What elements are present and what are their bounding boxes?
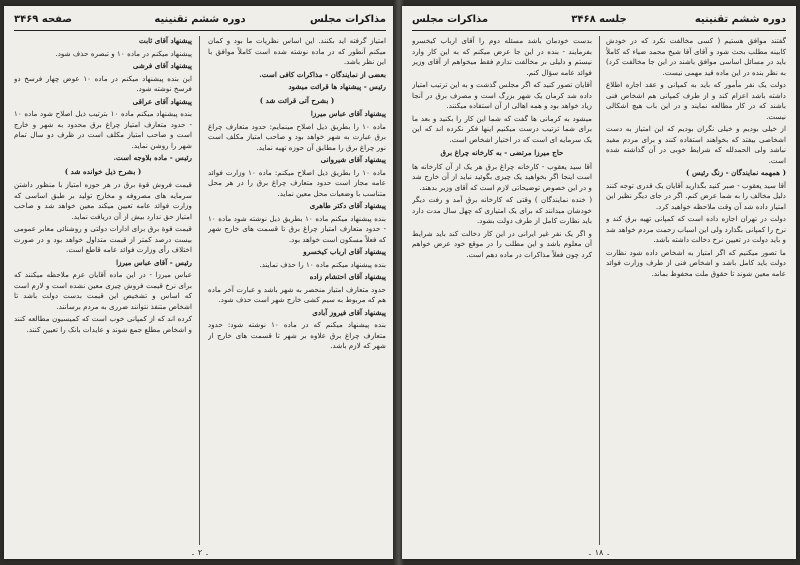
right-header-meeting-number: جلسه ۳۴۶۸ bbox=[571, 14, 627, 25]
paragraph: ماده ۱۰ را بطریق ذیل اصلاح میکنم: ماده ۱۰ وزارت فوائد عامه مجاز است حدود متعارف چراغ برق را در هر محل متناسب با وضعیات محل معین نماید. bbox=[208, 167, 386, 198]
speaker-line: پیشنهاد آقای دکتر طاهری bbox=[309, 201, 386, 210]
paragraph: از خیلی بودیم و خیلی نگران بودیم که این امتیاز به دست اشخاصی بیفتد که بخواهند استفاده کنند و برای مردم مفید نباشد ولی الحمدلله که شرایط خوبی در آن گذاشته شده است. bbox=[606, 124, 786, 165]
paragraph: بنده پیشنهاد میکنم ماده ۱۰ را حذف نمایند. bbox=[259, 259, 386, 269]
speaker-line: رئیس - آقای عباس میرزا bbox=[116, 257, 192, 267]
paragraph: بنده پیشنهاد میکنم ماده ۱۰ بترتیب ذیل اصلاح شود ماده ۱۰ - حدود متعارف امتیاز چراغ برق محدود به شهر و خارج است و صاحب امتیاز مکلف است در ظرف دو سال تمام شهر را روشن نماید. bbox=[14, 109, 192, 150]
paragraph: آقایان تصور کنید که اگر مجلس گذشت و به این ترتیب امتیاز داده شد کرمان یک شهر بزرگ است و مصرف برق در آنجا زیاد خواهد بود و همه اهالی از آن استفاده میکنند. bbox=[412, 80, 592, 110]
paragraph: گفتند موافق هستیم ( کسی مخالفت نکرد که در خودش کابینه مطلب بحث شود و آقای آقا شیخ محمد ضیاء که کاملاً باید در مسائل اساسی موافق باشند در این جا مخالفت کرد) به نظر بنده در این ماده قید مهمی نیست. bbox=[606, 36, 786, 77]
left-page-header bbox=[14, 12, 386, 31]
paragraph: دولت یک نفر مأمور که باید به کمپانی و عقد اجاره اطلاع داشته باشد اعزام کند و از طرف کمپانی هم اشخاص فنی باشند که در کار مطالعه نمایند و در این باب هیچ اشکالی نیست. bbox=[606, 80, 786, 121]
paragraph: عباس میرزا - در این ماده آقایان عزم ملاحظه میکنند که برای نرخ قیمت فروش چیزی معین نشده است و لازم است که اساس و تشخیص این قیمت بدست دولت باشد تا اشخاص متنفذ نتوانند ضرری به مردم برسانند. bbox=[14, 270, 192, 311]
speaker-line: پیشنهاد آقای عراقی bbox=[132, 96, 192, 106]
speaker-line: رئیس - ماده بلاوجه است. bbox=[113, 153, 192, 162]
paragraph: حدود متعارف امتیاز منحصر به شهر باشد و عبارت آخر ماده هم که مربوط به سیم کشی خارج شهر است حذف شود. bbox=[208, 284, 386, 304]
paragraph: دولت در تهران اجازه داده است که کمپانی تهیه برق کند و نرخ را کمپانی بگذارد ولی این اسباب زحمت مردم خواهد شد و باید دولت در تعیین نرخ دخالت داشته باشد. bbox=[606, 214, 786, 244]
speaker-line: بعضی از نمایندگان - مذاکرات کافی است. bbox=[259, 69, 386, 79]
speaker-line: پیشنهاد آقای ارباب کیخسرو bbox=[303, 247, 386, 256]
right-page-footer: ۔ ۱۸ ۔ bbox=[587, 548, 611, 557]
section-note: حاج میرزا مرتضی - به کارخانه چراغ برق bbox=[440, 148, 564, 157]
speaker-line: پیشنهاد آقای شیروانی bbox=[320, 155, 386, 164]
paragraph: امتیاز گرفته اید بکنند. این اساس نظریات ما بود و کمان میکنم آنطور که در ماده نوشته شده است کاملاً موافق با این نظر باشد. bbox=[208, 36, 386, 66]
section-note: ( بشرح ذیل خوانده شد ) bbox=[64, 166, 142, 176]
paragraph: ( خنده نمایندگان ) وقتی که کارخانه برق آمد و رفت دیگر خودشان میدانند که برای یک امتیازی که چهل سال مدت دارد باید نظارت کامل از طرف دولت بشود. bbox=[412, 195, 592, 225]
section-note: ( بشرح آتی قرائت شد ) bbox=[259, 95, 335, 105]
paragraph: پیشنهاد میکنم در ماده ۱۰ و تبصره حذف شود. bbox=[55, 48, 192, 58]
paragraph: ماده ۱۰ را بطریق ذیل اصلاح مینمایم: حدود متعارف چراغ برق عبارت به شهر خواهد بود و صاحب امتیاز مکلف است نور چراغ برق را مطابق آن حوزه تهیه نماید. bbox=[208, 121, 386, 152]
speaker-line: رئیس - پیشنهاد ها قرائت میشود bbox=[288, 82, 386, 91]
speaker-line: پیشنهاد آقای فرشی bbox=[132, 61, 192, 70]
right-header-session: دوره ششم تقنینیه bbox=[694, 14, 786, 25]
right-page bbox=[402, 6, 796, 559]
speaker-line: پیشنهاد آقای عباس میرزا bbox=[310, 109, 386, 118]
paragraph: آقا سید یعقوب - کارخانه چراغ برق هر یک از آن کارخانه ها است اینجا اگر بخواهید یک چیزی بگوئید نباید از آن خارج شد و در این خصوص توضیحاتی لازم است که آقای وزیر بدهند. bbox=[412, 161, 592, 192]
paragraph: بنده پیشنهاد میکنم که در ماده ۱۰ نوشته شود: حدود متعارف چراغ برق علاوه بر شهر تا قسمت های خارج از شهر که لازم باشد. bbox=[208, 320, 386, 350]
left-header-session: دوره ششم تقنینیه bbox=[154, 14, 246, 25]
speaker-line: پیشنهاد آقای ثابت bbox=[139, 36, 192, 45]
paragraph: ما تصور میکنیم که اگر امتیاز به اشخاص داده شود نظارت دولت باید کامل باشد و اشخاص فنی از طرف وزارت فوائد عامه معین شوند تا حقوق ملت محفوظ بماند. bbox=[606, 247, 786, 278]
left-page-column-right bbox=[208, 36, 386, 547]
paragraph: کرده اند که از کمپانی خوب است که کمیسیون مطالعه کنند و اشخاص مطلع جمع شوند و عایدات بانک را تعیین کنند. bbox=[14, 314, 192, 334]
right-page-header bbox=[412, 12, 786, 31]
left-page-column-rule bbox=[199, 36, 200, 545]
paragraph: آقا سید یعقوب - صبر کنید بگذارید آقایان یک قدری توجه کنند دلیل مخالف را به شما عرض کنم. اگر در جای دیگر نظیر این امتیاز داده شد آن وقت ملاحظه خواهید کرد. bbox=[606, 180, 786, 211]
speaker-line: پیشنهاد آقای فیروز آبادی bbox=[312, 307, 386, 317]
paragraph: قیمت فروش قوة برق در هر حوزه امتیاز با منظور داشتن سرمایه های مصروفه و مخارج تولید بر طبق اساسی که وزارت فوائد عامه تعیین میکند معین خواهد شد و صاحب امتیاز حق ندارد بیش از آن دریافت نماید. bbox=[14, 180, 192, 221]
right-page-column-left bbox=[412, 36, 592, 547]
paragraph: قیمت قوة برق برای ادارات دولتی و روشنائی معابر عمومی بیست درصد کمتر از قیمت متداول خواهد بود و در صورت اختلاف رأی وزارت فوائد عامه قاطع است. bbox=[14, 224, 192, 254]
right-header-title: مذاکرات مجلس bbox=[412, 14, 489, 25]
speaker-line: ( همهمه نمایندگان - زنگ رئیس ) bbox=[686, 168, 786, 177]
left-header-page-number: صفحه ۳۴۶۹ bbox=[14, 14, 73, 25]
right-page-column-right bbox=[606, 36, 786, 547]
paragraph: بنده پیشنهاد میکنم ماده ۱۰ بطریق ذیل نوشته شود ماده ۱۰ - حدود متعارف امتیاز چراغ برق تا قسمت های خارج شهر که فعلاً مسکون است خواهد بود. bbox=[208, 213, 386, 244]
left-header-title: مذاکرات مجلس bbox=[309, 14, 386, 25]
left-page-column-left bbox=[14, 36, 192, 547]
left-page-footer: ۔ ۲ ۔ bbox=[190, 548, 210, 557]
paragraph: و اگر یک نفر غیر ایرانی در این کار دخالت کند باید شرایط آن معلوم باشد و این مطلب را در موقع خود عرض خواهم کرد چون فعلاً مذاکرات در ماده دهم است. bbox=[412, 228, 592, 259]
paragraph: میشود به کرمانی ها گفت که شما این کار را بکنید و بعد ما برای شما ترتیب درست میکنیم اینها فکر نکرده اند که این یک سرمایه ای است که در اختیار اشخاص است. bbox=[412, 113, 592, 144]
paragraph: بدست خودمان باشد مسئله دوم را آقای ارباب کیخسرو بفرمایند - بنده در این جا عرض میکنم که به این کار وارد نیستم و دلیلی بر مخالفت ندارم فقط میخواهم از آقای وزیر فوائد عامه سؤال کنم. bbox=[412, 36, 592, 77]
right-page-column-rule bbox=[599, 36, 600, 545]
speaker-line: پیشنهاد آقای احتشام زاده bbox=[309, 272, 386, 281]
left-page bbox=[4, 6, 396, 559]
paragraph: این بنده پیشنهاد میکنم در ماده ۱۰ عوض چهار فرسخ دو فرسخ نوشته شود. bbox=[14, 73, 192, 93]
